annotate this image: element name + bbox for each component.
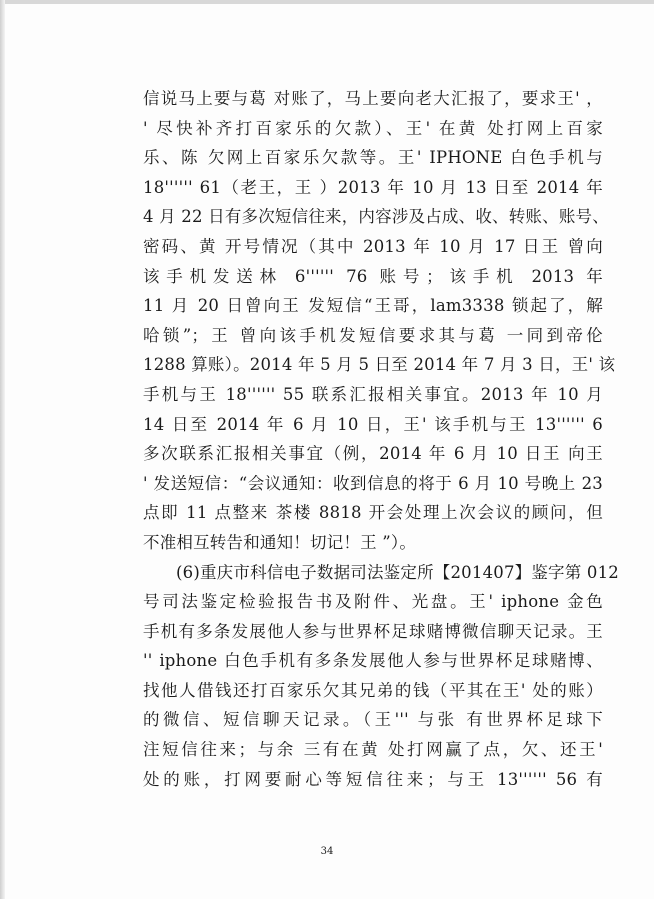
text-line: 18'''''' 61（老王，王 ）2013 年 10 月 13 日至 2014 年: [143, 177, 603, 197]
text-line: '' iphone 白色手机有多条发展他人参与世界杯足球赌博、: [143, 651, 603, 671]
text-line: 该手机发送林 6'''''' 76 账号；该手机 2013 年: [143, 266, 603, 286]
text-line: 手机有多条发展他人参与世界杯足球赌博微信聊天记录。王: [143, 621, 603, 641]
text-line: 点即 11 点整来 茶楼 8818 开会处理上次会议的顾问，但: [143, 503, 603, 523]
text-line: 注短信往来；与余 三有在黄 处打网赢了点，欠、还王': [143, 740, 603, 760]
paragraph-a: [143, 84, 616, 558]
text-line: ' 尽快补齐打百家乐的欠款）、王' 在黄 处打网上百家: [143, 118, 603, 138]
text-line: 的微信、短信聊天记录。（王''' 与张 有世界杯足球下: [143, 710, 603, 730]
text-line: 信说马上要与葛 对账了，马上要向老大汇报了，要求王' ，: [143, 89, 603, 108]
paragraph-b: [143, 558, 619, 795]
text-line: 号司法鉴定检验报告书及附件、光盘。王' iphone 金色: [143, 592, 603, 612]
scan-edge-left: [0, 0, 5, 899]
text-line: 不准相互转告和通知！切记！王 ”）。: [143, 532, 417, 552]
text-line: 密码、黄 开号情况（其中 2013 年 10 月 17 日王 曾向: [143, 236, 603, 256]
text-line: (6)重庆市科信电子数据司法鉴定所【201407】鉴字第 012: [176, 562, 619, 582]
text-line: 找他人借钱还打百家乐欠其兄弟的钱（平其在王' 处的账）: [143, 680, 603, 700]
text-line: ' 发送短信：“会议通知：收到信息的将于 6 月 10 号晚上 23: [143, 473, 603, 493]
page-number: 34: [320, 846, 334, 857]
scan-edge-top: [0, 0, 654, 4]
text-line: 处的账，打网要耐心等短信往来；与王 13'''''' 56 有: [143, 769, 603, 789]
text-line: 4 月 22 日有多次短信往来，内容涉及占成、收、转账、账号、: [143, 207, 609, 227]
text-line: 多次联系汇报相关事宜（例，2014 年 6 月 10 日王 向王: [143, 444, 603, 464]
body-text: [143, 84, 619, 794]
text-line: 手机与王 18'''''' 55 联系汇报相关事宜。2013 年 10 月: [143, 384, 603, 404]
text-line: 14 日至 2014 年 6 月 10 日，王' 该手机与王 13'''''' 6: [143, 414, 603, 434]
text-line: 11 月 20 日曾向王 发短信“王哥，lam3338 锁起了，解: [143, 296, 603, 316]
text-line: 1288 算账）。2014 年 5 月 5 日至 2014 年 7 月 3 日，王' 该: [143, 355, 616, 375]
text-line: 乐、陈 欠网上百家乐欠款等。王' IPHONE 白色手机与: [143, 148, 603, 168]
text-line: 哈锁”；王 曾向该手机发短信要求其与葛 一同到帝伦: [143, 325, 603, 345]
